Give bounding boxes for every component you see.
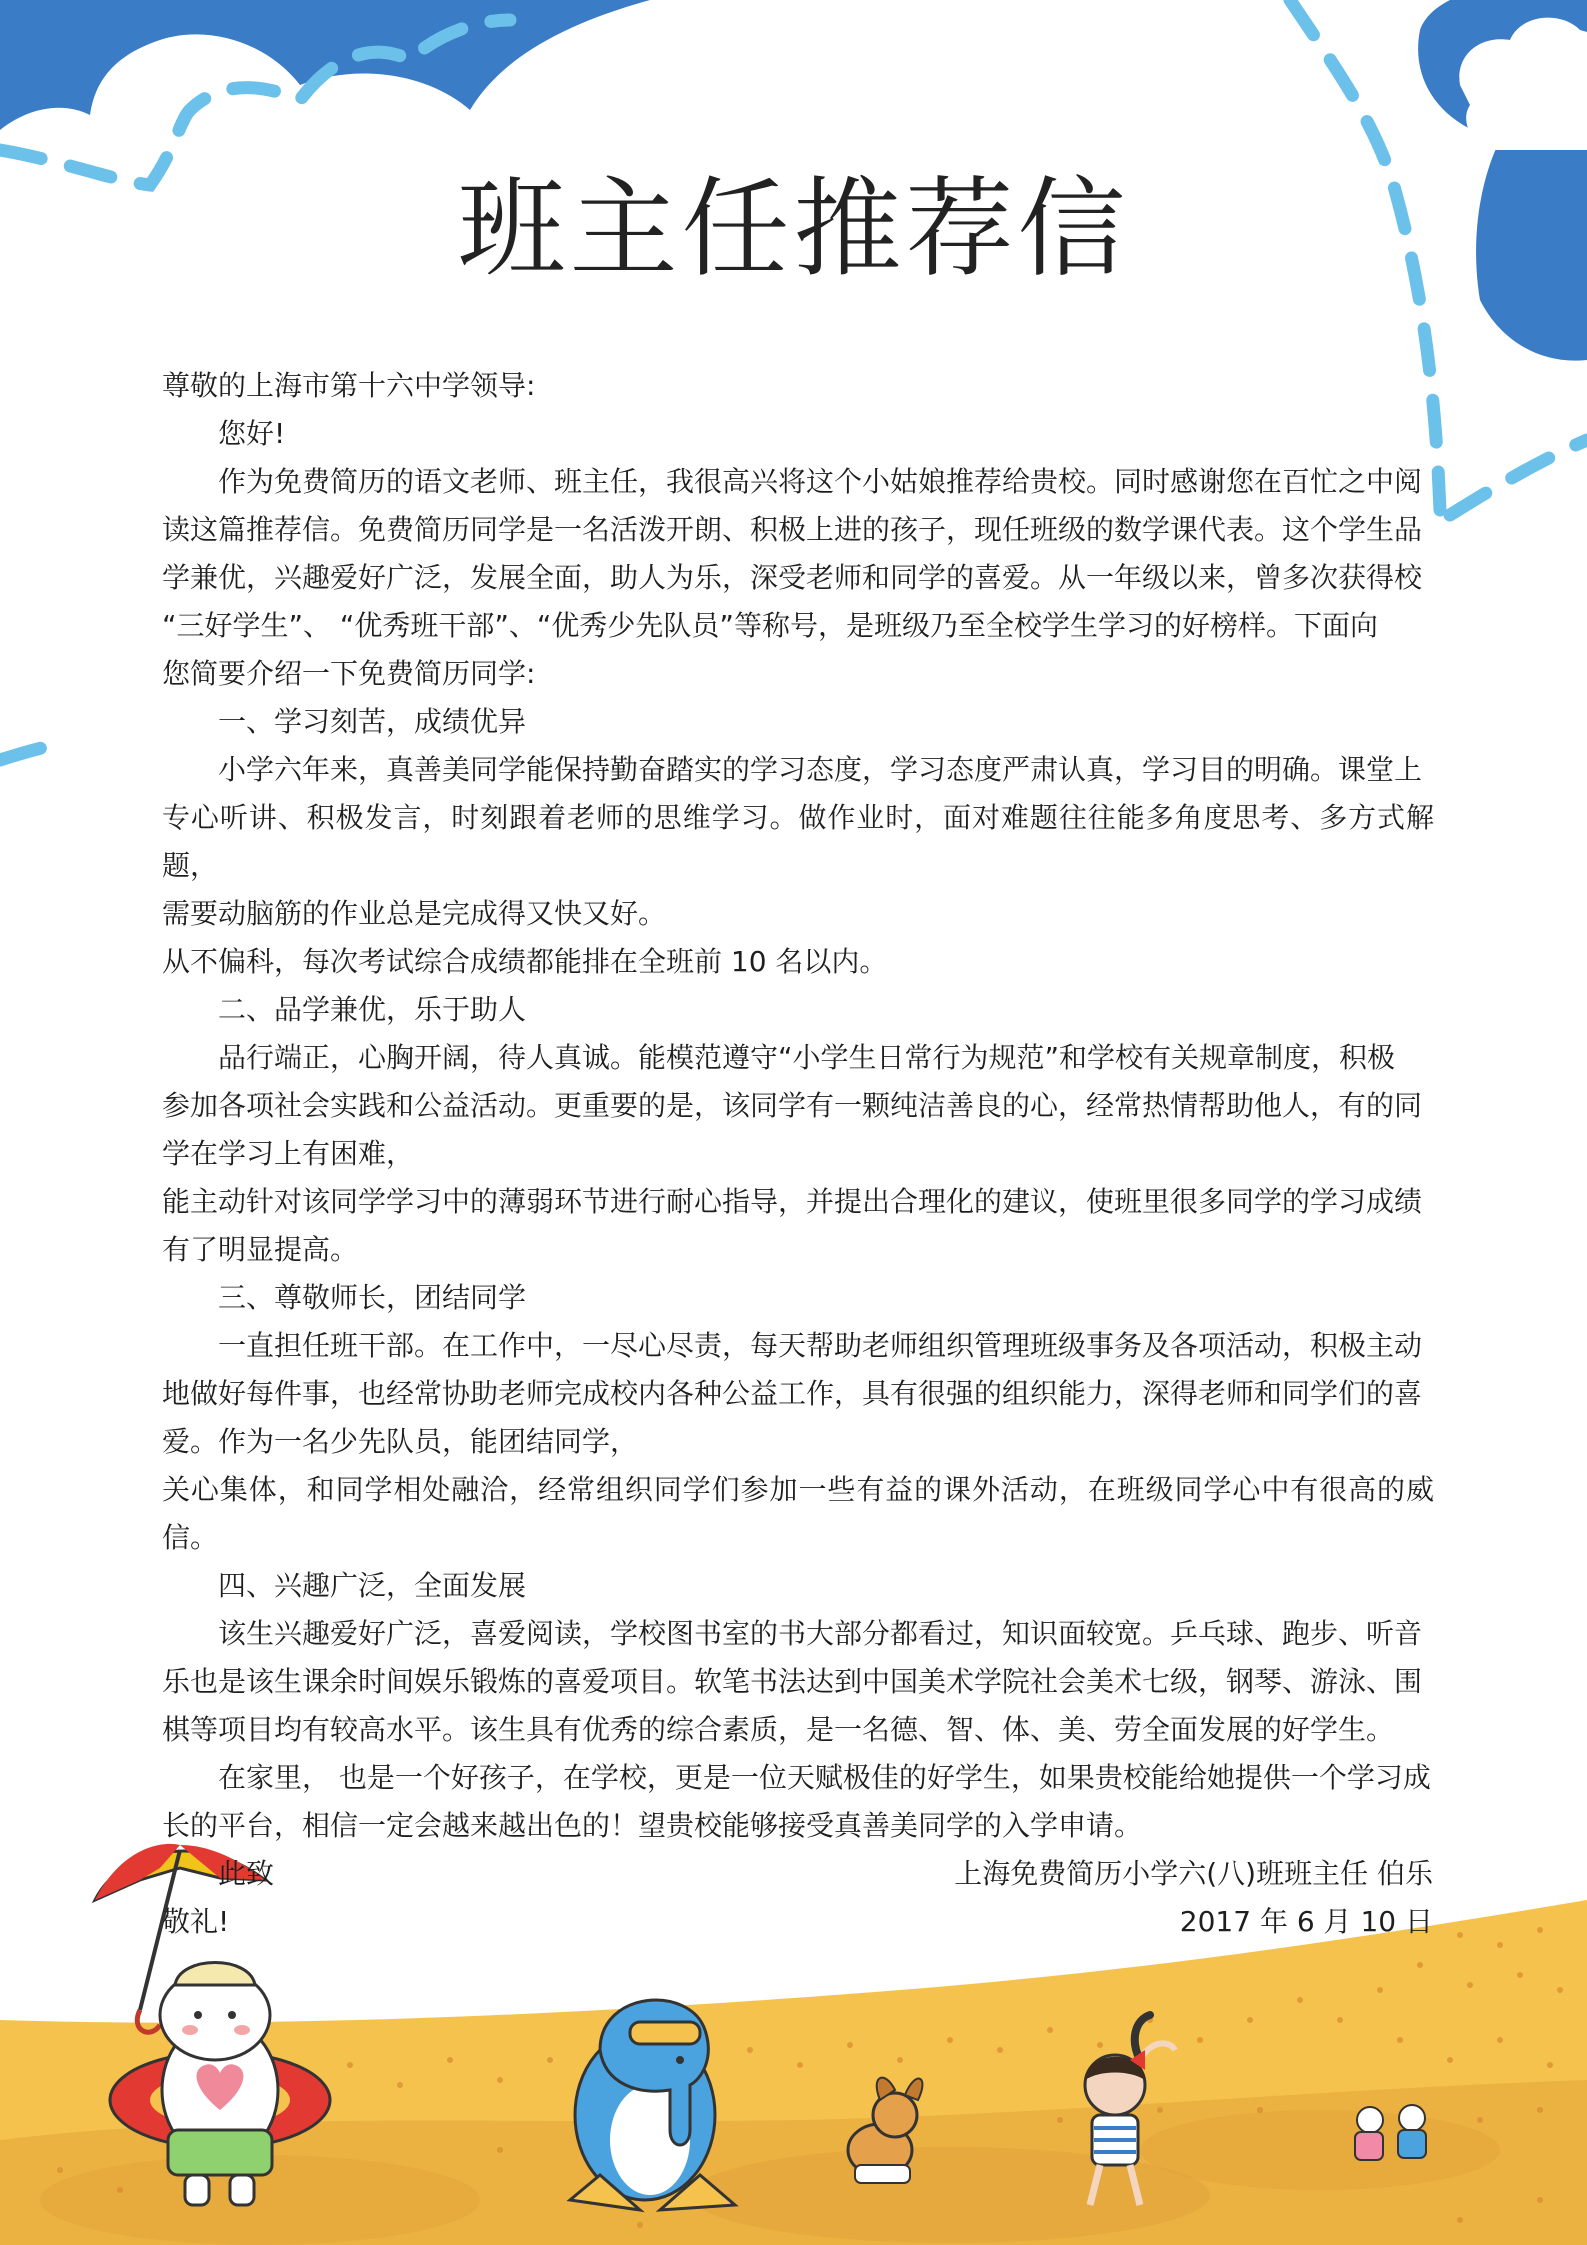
section-line: 乐也是该生课余时间娱乐锻炼的喜爱项目。软笔书法达到中国美术学院社会美术七级，钢琴、游泳、围: [162, 1665, 1423, 1698]
section-line: 棋等项目均有较高水平。该生具有优秀的综合素质，是一名德、智、体、美、劳全面发展的好学生。: [162, 1713, 1395, 1746]
section-line: 品行端正，心胸开阔，待人真诚。能模范遵守“小学生日常行为规范”和学校有关规章制度，积极: [218, 1041, 1396, 1074]
intro-line: 您简要介绍一下免费简历同学:: [162, 657, 536, 690]
section-line: 关心集体，和同学相处融洽，经常组织同学们参加一些有益的课外活动，在班级同学心中有很高的威信。: [162, 1473, 1434, 1554]
section-heading: 一、学习刻苦，成绩优异: [218, 705, 527, 738]
section-line: 参加各项社会实践和公益活动。更重要的是，该同学有一颗纯洁善良的心，经常热情帮助他人，有的同: [162, 1089, 1423, 1122]
closing-line: 在家里， 也是一个好孩子，在学校，更是一位天赋极佳的好学生，如果贵校能给她提供一个学习成: [218, 1761, 1431, 1794]
section-line: 能主动针对该同学学习中的薄弱环节进行耐心指导，并提出合理化的建议，使班里很多同学的学习成绩: [162, 1185, 1423, 1218]
section-heading: 四、兴趣广泛，全面发展: [218, 1569, 527, 1602]
intro-line: 作为免费简历的语文老师、班主任，我很高兴将这个小姑娘推荐给贵校。同时感谢您在百忙之中阅: [218, 465, 1423, 498]
closing-cizhi: 此致: [218, 1857, 275, 1890]
intro-line: 学兼优，兴趣爱好广泛，发展全面，助人为乐，深受老师和同学的喜爱。从一年级以来，曾多次获得校: [162, 561, 1423, 594]
section-line: 小学六年来，真善美同学能保持勤奋踏实的学习态度，学习态度严肃认真，学习目的明确。课堂上: [218, 753, 1423, 786]
section-heading: 三、尊敬师长，团结同学: [218, 1281, 527, 1314]
section-line: 地做好每件事，也经常协助老师完成校内各种公益工作，具有很强的组织能力，深得老师和同学们的喜: [162, 1377, 1423, 1410]
signature: 上海免费简历小学六(八)班班主任 伯乐: [954, 1857, 1433, 1890]
closing-jingli: 敬礼!: [162, 1905, 230, 1938]
section-line: 一直担任班干部。在工作中，一尽心尽责，每天帮助老师组织管理班级事务及各项活动，积极主动: [218, 1329, 1423, 1362]
section-line: 学在学习上有困难，: [162, 1137, 415, 1170]
closing-line: 长的平台，相信一定会越来越出色的！望贵校能够接受真善美同学的入学申请。: [162, 1809, 1143, 1842]
section-line: 专心听讲、积极发言，时刻跟着老师的思维学习。做作业时，面对难题往往能多角度思考、多方式解题，: [162, 801, 1434, 882]
bear-hat: [175, 1963, 255, 1986]
letter-body: [162, 362, 1434, 1946]
top-left-cloud: [0, 0, 650, 130]
intro-line: 读这篇推荐信。免费简历同学是一名活泼开朗、积极上进的孩子，现任班级的数学课代表。这个学生品: [162, 513, 1423, 546]
section-line: 有了明显提高。: [162, 1233, 359, 1266]
intro-line: “三好学生”、 “优秀班干部”、“优秀少先队员”等称号，是班级乃至全校学生学习的好榜样。下面向: [162, 609, 1378, 642]
section-line: 爱。作为一名少先队员，能团结同学，: [162, 1425, 639, 1458]
section-line: 需要动脑筋的作业总是完成得又快又好。: [162, 897, 667, 930]
salutation: 尊敬的上海市第十六中学领导:: [162, 369, 536, 402]
section-line: 从不偏科，每次考试综合成绩都能排在全班前 10 名以内。: [162, 945, 888, 978]
section-heading: 二、品学兼优，乐于助人: [218, 993, 527, 1026]
page-title: 班主任推荐信: [457, 167, 1130, 292]
bear-shorts: [168, 2130, 272, 2175]
date: 2017 年 6 月 10 日: [1179, 1905, 1433, 1938]
sand-patch: [1140, 2110, 1500, 2190]
section-line: 该生兴趣爱好广泛，喜爱阅读，学校图书室的书大部分都看过，知识面较宽。乒乓球、跑步、听音: [218, 1617, 1423, 1650]
goggles: [630, 2022, 700, 2044]
greeting: 您好!: [218, 417, 286, 450]
